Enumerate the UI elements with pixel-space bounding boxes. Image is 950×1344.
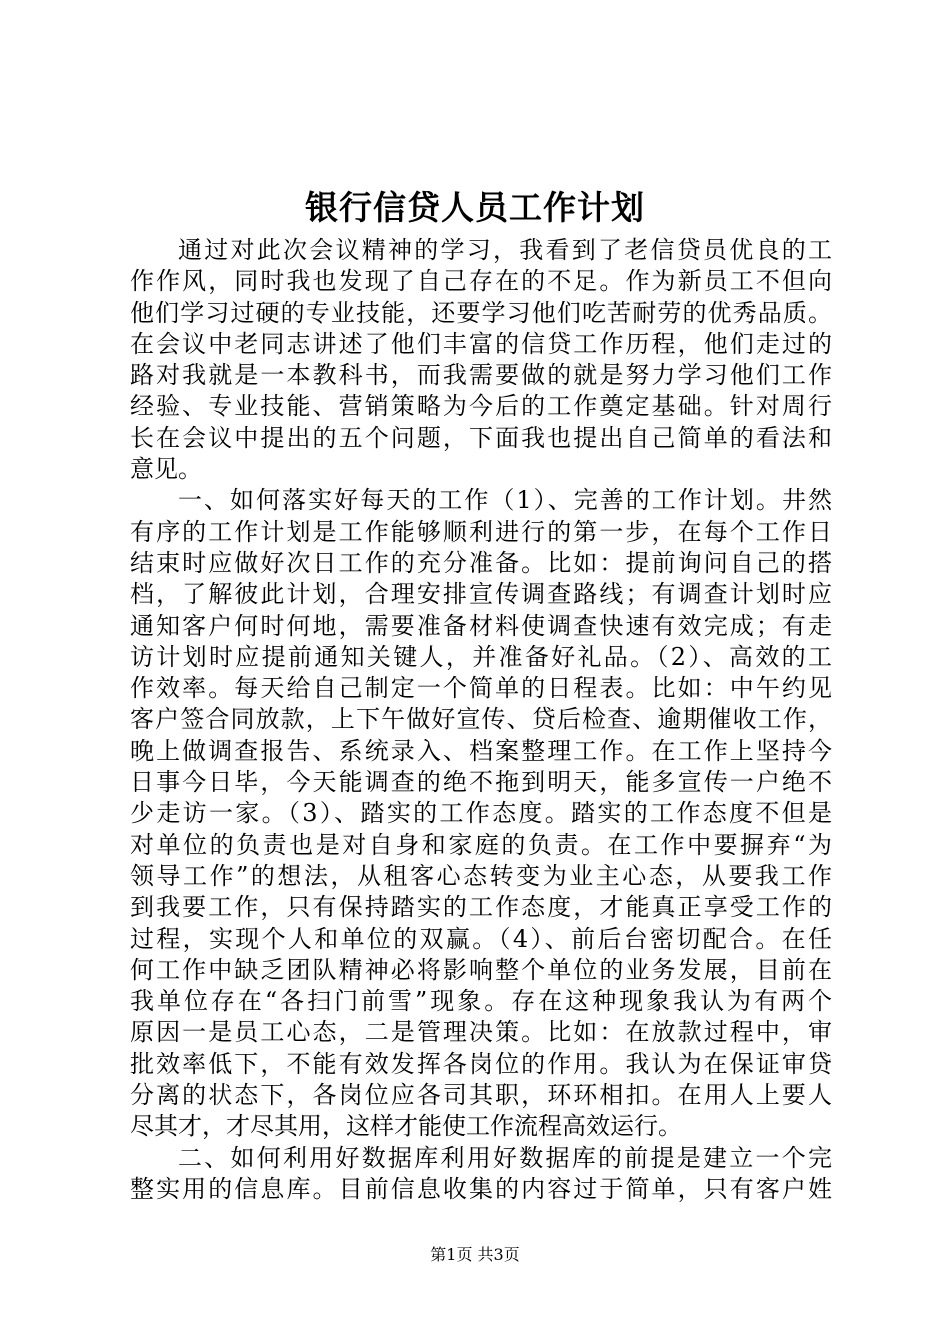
- text-line: 经验、专业技能、营销策略为今后的工作奠定基础。针对周行: [130, 392, 832, 421]
- text-line: 晚上做调查报告、系统录入、档案整理工作。在工作上坚持今: [130, 736, 832, 765]
- page-footer: 第1页 共3页: [430, 1245, 520, 1264]
- text-line: 作作风，同时我也发现了自己存在的不足。作为新员工不但向: [130, 267, 832, 296]
- text-line: 档，了解彼此计划，合理安排宣传调查路线；有调查计划时应: [130, 580, 832, 609]
- text-line: 路对我就是一本教科书，而我需要做的就是努力学习他们工作: [130, 361, 832, 390]
- text-line: 有序的工作计划是工作能够顺利进行的第一步，在每个工作日: [130, 517, 832, 546]
- text-line: 我单位存在“各扫门前雪”现象。存在这种现象我认为有两个: [130, 987, 832, 1016]
- text-line: 一、如何落实好每天的工作（1）、完善的工作计划。井然: [178, 486, 832, 515]
- text-line: 在会议中老同志讲述了他们丰富的信贷工作历程，他们走过的: [130, 329, 832, 358]
- text-line: 对单位的负责也是对自身和家庭的负责。在工作中要摒弃“为: [130, 830, 832, 859]
- text-line: 通过对此次会议精神的学习，我看到了老信贷员优良的工: [178, 236, 832, 264]
- text-line: 过程，实现个人和单位的双赢。（4）、前后台密切配合。在任: [130, 924, 832, 953]
- text-line: 批效率低下，不能有效发挥各岗位的作用。我认为在保证审贷: [130, 1049, 832, 1078]
- text-line: 作效率。每天给自己制定一个简单的日程表。比如：中午约见: [130, 674, 832, 703]
- text-line: 少走访一家。（3）、踏实的工作态度。踏实的工作态度不但是: [130, 799, 832, 828]
- text-line: 意见。: [130, 455, 202, 484]
- text-line: 客户签合同放款，上下午做好宣传、贷后检查、逾期催收工作，: [130, 705, 832, 734]
- text-line: 日事今日毕，今天能调查的绝不拖到明天，能多宣传一户绝不: [130, 768, 832, 797]
- text-line: 尽其才，才尽其用，这样才能使工作流程高效运行。: [130, 1112, 682, 1141]
- text-line: 结束时应做好次日工作的充分准备。比如：提前询问自己的搭: [130, 548, 832, 577]
- text-line: 到我要工作，只有保持踏实的工作态度，才能真正享受工作的: [130, 893, 832, 922]
- document-body: [130, 235, 832, 1205]
- text-line: 他们学习过硬的专业技能，还要学习他们吃苦耐劳的优秀品质。: [130, 298, 832, 327]
- text-line: 领导工作”的想法，从租客心态转变为业主心态，从要我工作: [130, 861, 832, 890]
- text-line: 何工作中缺乏团队精神必将影响整个单位的业务发展，目前在: [130, 955, 832, 984]
- document-title: 银行信贷人员工作计划: [305, 188, 645, 227]
- text-line: 整实用的信息库。目前信息收集的内容过于简单，只有客户姓: [130, 1174, 832, 1203]
- text-line: 通知客户何时何地，需要准备材料使调查快速有效完成；有走: [130, 611, 832, 640]
- text-line: 访计划时应提前通知关键人，并准备好礼品。（2）、高效的工: [130, 642, 832, 671]
- text-line: 二、如何利用好数据库利用好数据库的前提是建立一个完: [178, 1143, 832, 1172]
- text-line: 分离的状态下，各岗位应各司其职，环环相扣。在用人上要人: [130, 1081, 832, 1110]
- text-line: 长在会议中提出的五个问题，下面我也提出自己简单的看法和: [130, 423, 832, 452]
- text-line: 原因一是员工心态，二是管理决策。比如：在放款过程中，审: [130, 1018, 832, 1047]
